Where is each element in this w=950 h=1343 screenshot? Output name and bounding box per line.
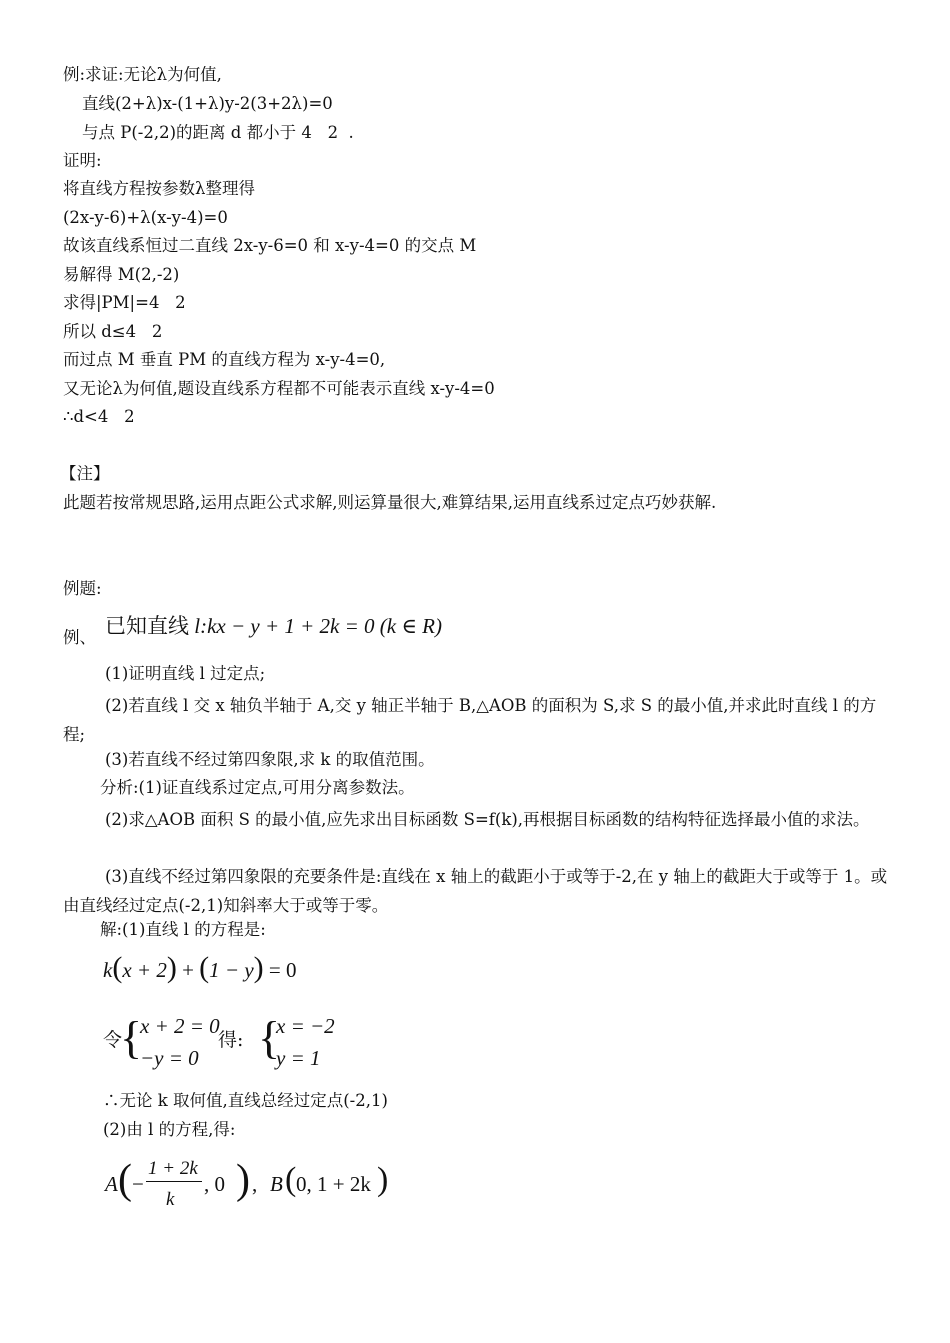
points-separator: , [252, 1172, 258, 1196]
proof-line-10: 所以 d≤4 2 [63, 322, 163, 341]
proof-line-2: 直线(2+λ)x-(1+λ)y-2(3+2λ)=0 [82, 94, 333, 113]
eq1-plus: + [182, 958, 194, 982]
question-2: (2)若直线 l 交 x 轴负半轴于 A,交 y 轴正半轴于 B,△AOB 的面积为 S,求 S 的最小值,并求此时直线 l 的方程; [63, 696, 877, 744]
point-B-label: B [270, 1172, 283, 1196]
point-B-paren-close: ) [377, 1161, 389, 1198]
example-prefix: 例、 [63, 628, 96, 647]
eq1-paren-close-b: ) [253, 951, 264, 984]
proof-line-6: (2x-y-6)+λ(x-y-4)=0 [63, 208, 228, 227]
proof-line-11: 而过点 M 垂直 PM 的直线方程为 x-y-4=0, [63, 350, 386, 369]
analysis-2: (2)求△AOB 面积 S 的最小值,应先求出目标函数 S=f(k),再根据目标函数的结构特征选择最小值的求法。 [105, 810, 870, 829]
eq1-paren-open-b: ( [199, 951, 210, 984]
proof-line-9: 求得|PM|=4 2 [63, 293, 186, 312]
given-l: l [194, 614, 201, 638]
eq1-paren-close-a: ) [166, 951, 177, 984]
proof-line-4: 证明: [63, 151, 102, 170]
ling-label: 令 [103, 1029, 123, 1051]
point-A-paren-close: ) [236, 1157, 250, 1203]
point-A-rest: , 0 [204, 1172, 225, 1196]
question-1: (1)证明直线 l 过定点; [105, 664, 266, 683]
proof-line-5: 将直线方程按参数λ整理得 [63, 179, 255, 198]
point-B-rest: 0, 1 + 2k [296, 1172, 371, 1196]
system-2-row-1: x = −2 [276, 1014, 335, 1038]
system-1-row-1: x + 2 = 0 [140, 1014, 220, 1038]
proof-line-1: 例:求证:无论λ为何值, [63, 65, 222, 84]
proof-line-12: 又无论λ为何值,题设直线系方程都不可能表示直线 x-y-4=0 [63, 379, 495, 398]
eq1-part-a: x + 2 [122, 958, 167, 982]
system-2-brace: { [258, 1012, 281, 1063]
proof-line-3: 与点 P(-2,2)的距离 d 都小于 4 2 . [82, 123, 354, 142]
analysis-1: 分析:(1)证直线系过定点,可用分离参数法。 [100, 778, 415, 797]
note-heading: 【注】 [60, 464, 110, 483]
system-1-brace: { [120, 1012, 143, 1063]
given-equation: :kx − y + 1 + 2k = 0 (k ∈ R) [200, 614, 442, 638]
eq1-equals: = 0 [268, 958, 297, 982]
conclusion: ∴无论 k 取何值,直线总经过定点(-2,1) [103, 1091, 388, 1110]
de-label: 得: [218, 1029, 244, 1051]
point-A-label: A [105, 1172, 118, 1196]
given-text: 已知直线 [105, 614, 195, 638]
equation-1 [103, 951, 297, 984]
question-3: (3)若直线不经过第四象限,求 k 的取值范围。 [105, 750, 435, 769]
note-text: 此题若按常规思路,运用点距公式求解,则运算量很大,难算结果,运用直线系过定点巧妙获解. [63, 493, 717, 512]
eq1-part-b: 1 − y [209, 958, 254, 982]
eq1-k: k [103, 958, 113, 982]
example-given [105, 612, 442, 640]
proof-line-13: ∴d<4 2 [63, 407, 135, 426]
point-A-numerator: 1 + 2k [148, 1158, 198, 1179]
eq1-paren-open-a: ( [112, 951, 123, 984]
proof-line-8: 易解得 M(2,-2) [63, 265, 180, 284]
point-A-fraction-bar [146, 1181, 202, 1182]
system-1-row-2: −y = 0 [140, 1046, 199, 1070]
analysis-3: (3)直线不经过第四象限的充要条件是:直线在 x 轴上的截距小于或等于-2,在 y 轴上的截距大于或等于 1。或由直线经过定点(-2,1)知斜率大于或等于零。 [63, 867, 888, 915]
point-A-denominator: k [166, 1189, 175, 1210]
point-A-paren-open: ( [118, 1157, 132, 1203]
system-2-row-2: y = 1 [276, 1046, 321, 1070]
solution-1: 解:(1)直线 l 的方程是: [100, 920, 266, 939]
example-heading: 例题: [63, 579, 102, 598]
point-A-minus: − [132, 1172, 144, 1196]
solution-2: (2)由 l 的方程,得: [103, 1120, 236, 1139]
proof-line-7: 故该直线系恒过二直线 2x-y-6=0 和 x-y-4=0 的交点 M [63, 236, 477, 255]
point-B-paren-open: ( [285, 1161, 297, 1198]
